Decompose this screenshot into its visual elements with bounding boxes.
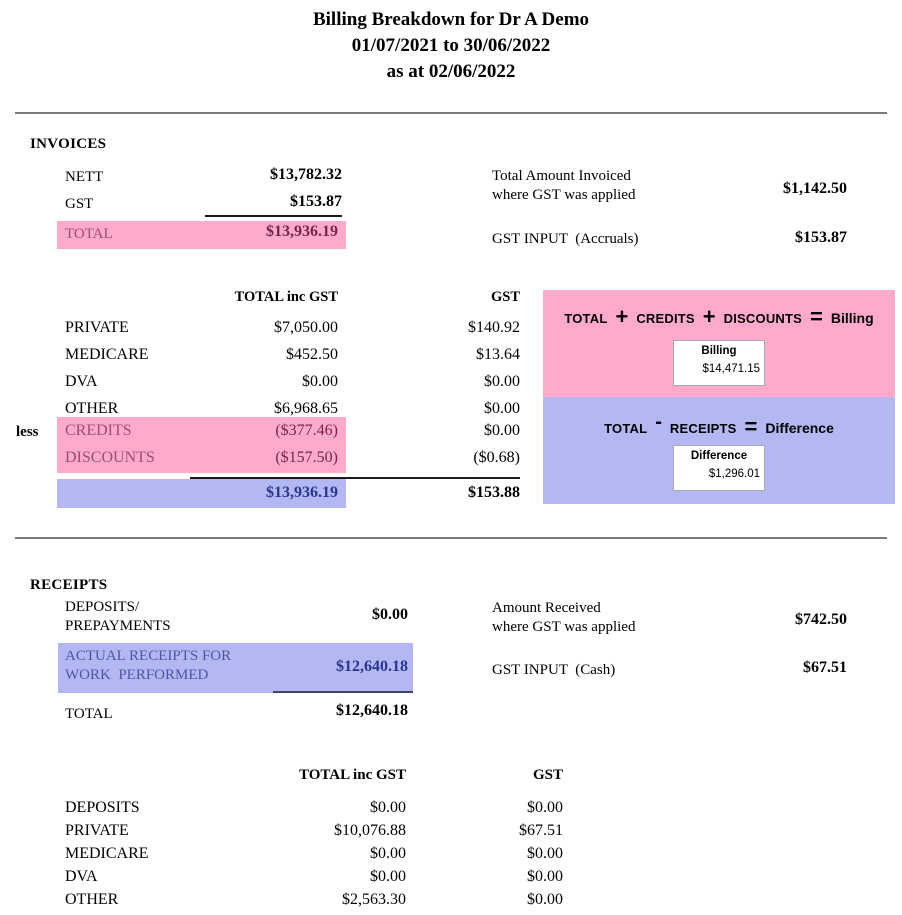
gst-input-accruals-label: GST INPUT (Accruals) xyxy=(492,231,639,247)
invoice-row-label: MEDICARE xyxy=(65,346,149,363)
invoices-gst-value: $153.87 xyxy=(290,193,342,210)
deposits-label-line2: PREPAYMENTS xyxy=(65,618,171,634)
billing-value-box xyxy=(673,340,765,386)
equals-operator: = xyxy=(810,304,823,329)
receipts-row-total: $0.00 xyxy=(370,799,406,816)
received-gst-label-line2: where GST was applied xyxy=(492,619,636,635)
receipts-row-label: PRIVATE xyxy=(65,822,129,839)
difference-formula-box xyxy=(543,397,895,504)
invoice-row-gst: $140.92 xyxy=(468,319,520,336)
difference-value-box-title: Difference xyxy=(690,450,748,462)
invoice-row-gst: ($0.68) xyxy=(473,449,520,466)
invoice-table-col2-header: GST xyxy=(490,289,520,305)
receipts-row-gst: $0.00 xyxy=(527,799,563,816)
receipts-row-label: MEDICARE xyxy=(65,845,149,862)
invoiced-gst-label-line2: where GST was applied xyxy=(492,187,636,203)
plus-operator: + xyxy=(615,304,629,329)
receipts-row-total: $2,563.30 xyxy=(342,891,406,908)
report-title-line1: Billing Breakdown for Dr A Demo xyxy=(312,9,590,30)
invoices-total-value: $13,936.19 xyxy=(266,223,338,240)
invoice-row-total: $7,050.00 xyxy=(274,319,338,336)
deposits-value: $0.00 xyxy=(372,606,408,623)
deposits-label-line1: DEPOSITS/ xyxy=(65,599,140,615)
invoice-row-label: DVA xyxy=(65,373,98,390)
minus-operator: - xyxy=(655,411,662,433)
invoices-total-label: TOTAL xyxy=(65,226,113,242)
billing-formula-box xyxy=(543,290,895,397)
difference-formula-result: Difference xyxy=(765,420,834,436)
actual-receipts-label-line1: ACTUAL RECEIPTS FOR xyxy=(65,648,232,664)
invoices-nett-label: NETT xyxy=(65,169,104,185)
invoice-row-total: ($157.50) xyxy=(275,449,338,466)
invoices-gst-label: GST xyxy=(65,196,94,212)
actual-receipts-value: $12,640.18 xyxy=(336,658,408,675)
receipts-row-total: $0.00 xyxy=(370,845,406,862)
difference-formula-term2: RECEIPTS xyxy=(669,420,737,436)
receipts-row-gst: $0.00 xyxy=(527,868,563,885)
receipts-table-col1-header: TOTAL inc GST xyxy=(299,767,406,783)
invoice-row-total: $6,968.65 xyxy=(274,400,338,417)
invoiced-gst-label-line1: Total Amount Invoiced xyxy=(492,168,631,184)
actual-receipts-label-line2: WORK PERFORMED xyxy=(65,667,209,683)
receipts-row-gst: $0.00 xyxy=(527,845,563,862)
report-title xyxy=(0,7,902,85)
invoices-heading: INVOICES xyxy=(30,136,107,152)
receipts-row-gst: $0.00 xyxy=(527,891,563,908)
invoice-row-gst: $0.00 xyxy=(484,400,520,417)
report-title-line2: 01/07/2021 to 30/06/2022 xyxy=(351,35,551,56)
receipts-row-total: $0.00 xyxy=(370,868,406,885)
billing-formula-term1: TOTAL xyxy=(564,310,608,326)
less-label: less xyxy=(16,424,39,440)
gst-input-cash-label: GST INPUT (Cash) xyxy=(492,662,616,678)
gst-input-accruals-value: $153.87 xyxy=(795,229,847,246)
section-divider-middle xyxy=(15,537,887,539)
invoiced-gst-value: $1,142.50 xyxy=(783,180,847,197)
invoice-table-col1-header: TOTAL inc GST xyxy=(234,289,338,305)
receipts-heading: RECEIPTS xyxy=(30,577,108,593)
report-title-line3: as at 02/06/2022 xyxy=(386,61,516,82)
receipts-row-label: OTHER xyxy=(65,891,119,908)
invoice-row-gst: $0.00 xyxy=(484,373,520,390)
difference-formula xyxy=(543,411,895,439)
invoice-row-label: CREDITS xyxy=(65,422,132,439)
plus-operator: + xyxy=(702,304,716,329)
billing-value-box-amount: $14,471.15 xyxy=(702,363,760,375)
invoices-nett-value: $13,782.32 xyxy=(270,166,342,183)
section-divider-top xyxy=(15,112,887,114)
receipts-total-label: TOTAL xyxy=(65,706,113,722)
invoice-row-total: $0.00 xyxy=(302,373,338,390)
receipts-sum-underline xyxy=(273,691,413,693)
invoice-row-gst: $0.00 xyxy=(484,422,520,439)
receipts-total-value: $12,640.18 xyxy=(336,702,408,719)
difference-formula-term1: TOTAL xyxy=(604,420,648,436)
received-gst-value: $742.50 xyxy=(795,611,847,628)
receipts-row-label: DVA xyxy=(65,868,98,885)
receipts-row-label: DEPOSITS xyxy=(65,799,140,816)
invoice-table-total-value: $13,936.19 xyxy=(266,484,338,501)
received-gst-label-line1: Amount Received xyxy=(492,600,601,616)
invoice-row-total: ($377.46) xyxy=(275,422,338,439)
invoice-row-label: OTHER xyxy=(65,400,119,417)
billing-formula xyxy=(543,304,895,329)
invoice-row-label: DISCOUNTS xyxy=(65,449,155,466)
difference-value-box xyxy=(673,445,765,491)
receipts-row-total: $10,076.88 xyxy=(334,822,406,839)
billing-formula-term3: DISCOUNTS xyxy=(723,310,803,326)
invoice-row-total: $452.50 xyxy=(286,346,338,363)
receipts-row-gst: $67.51 xyxy=(519,822,563,839)
billing-formula-result: Billing xyxy=(830,310,874,326)
invoice-row-label: PRIVATE xyxy=(65,319,129,336)
billing-value-box-title: Billing xyxy=(701,345,737,357)
billing-formula-term2: CREDITS xyxy=(636,310,695,326)
receipts-table-col2-header: GST xyxy=(532,767,563,783)
invoice-table-total-gst: $153.88 xyxy=(468,484,520,501)
invoices-sum-underline xyxy=(205,215,342,217)
invoice-row-gst: $13.64 xyxy=(476,346,520,363)
difference-value-box-amount: $1,296.01 xyxy=(708,468,760,480)
gst-input-cash-value: $67.51 xyxy=(803,659,847,676)
equals-operator: = xyxy=(744,414,758,439)
